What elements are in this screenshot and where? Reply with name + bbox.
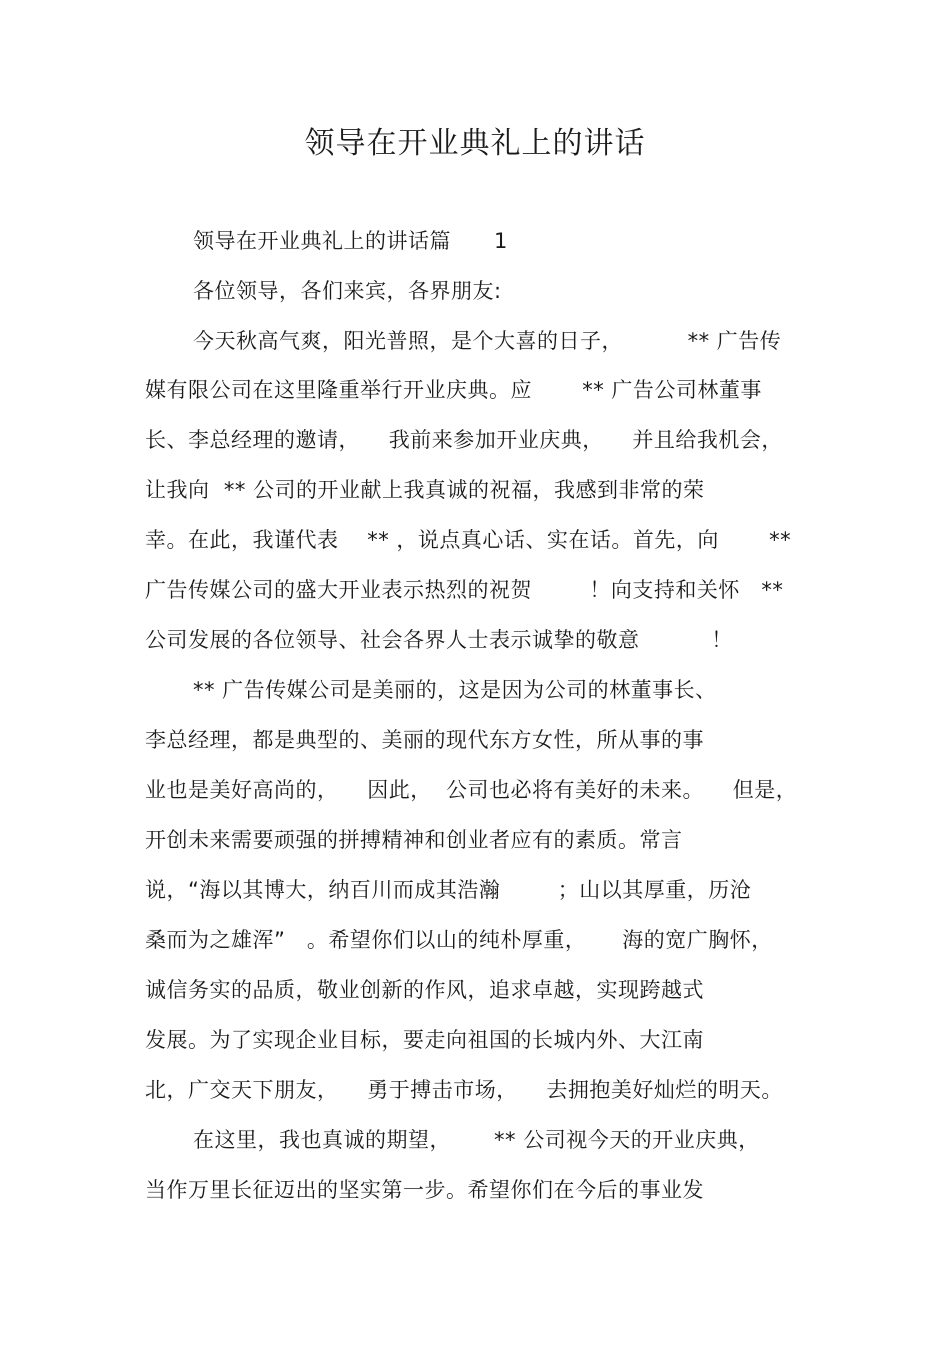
section-heading: 领导在开业典礼上的讲话篇 1 (193, 229, 508, 253)
paragraph-line: ** 广告传媒公司是美丽的，这是因为公司的林董事长、 (193, 678, 717, 702)
paragraph-line: 长、李总经理的邀请， 我前来参加开业庆典， 并且给我机会， (145, 428, 783, 452)
paragraph-line: 说，“海以其博大，纳百川而成其浩瀚 ；山以其厚重，历沧 (145, 878, 752, 902)
paragraph-line: 桑而为之雄浑” 。希望你们以山的纯朴厚重， 海的宽广胸怀， (145, 928, 773, 952)
document-title: 领导在开业典礼上的讲话 (304, 126, 646, 161)
paragraph-line: 公司发展的各位领导、社会各界人士表示诚挚的敬意 ！ (145, 628, 733, 652)
paragraph-line: 开创未来需要顽强的拼搏精神和创业者应有的素质。常言 (145, 828, 683, 852)
paragraph-line: 当作万里长征迈出的坚实第一步。希望你们在今后的事业发 (145, 1178, 704, 1202)
paragraph-line: 让我向 ** 公司的开业献上我真诚的祝福，我感到非常的荣 (145, 478, 705, 502)
paragraph-line: 诚信务实的品质，敬业创新的作风，追求卓越，实现跨越式 (145, 978, 704, 1002)
paragraph-line: 广告传媒公司的盛大开业表示热烈的祝贺 ！向支持和关怀 ** (145, 578, 784, 602)
paragraph-line: 媒有限公司在这里隆重举行开业庆典。应 ** 广告公司林董事 (145, 378, 762, 402)
salutation: 各位领导，各们来宾，各界朋友: (193, 279, 502, 303)
paragraph-line: 幸。在此，我谨代表 ** ，说点真心话、实在话。首先，向 ** (145, 528, 792, 552)
paragraph-line: 发展。为了实现企业目标，要走向祖国的长城内外、大江南 (145, 1028, 704, 1052)
paragraph-line: 北，广交天下朋友， 勇于搏击市场， 去拥抱美好灿烂的明天。 (145, 1078, 783, 1102)
paragraph-line: 李总经理，都是典型的、美丽的现代东方女性，所从事的事 (145, 728, 704, 752)
paragraph-line: 业也是美好高尚的， 因此， 公司也必将有美好的未来。 但是， (145, 778, 798, 802)
paragraph-line: 今天秋高气爽，阳光普照，是个大喜的日子， ** 广告传 (193, 329, 782, 353)
paragraph-line: 在这里，我也真诚的期望， ** 公司视今天的开业庆典， (193, 1128, 760, 1152)
